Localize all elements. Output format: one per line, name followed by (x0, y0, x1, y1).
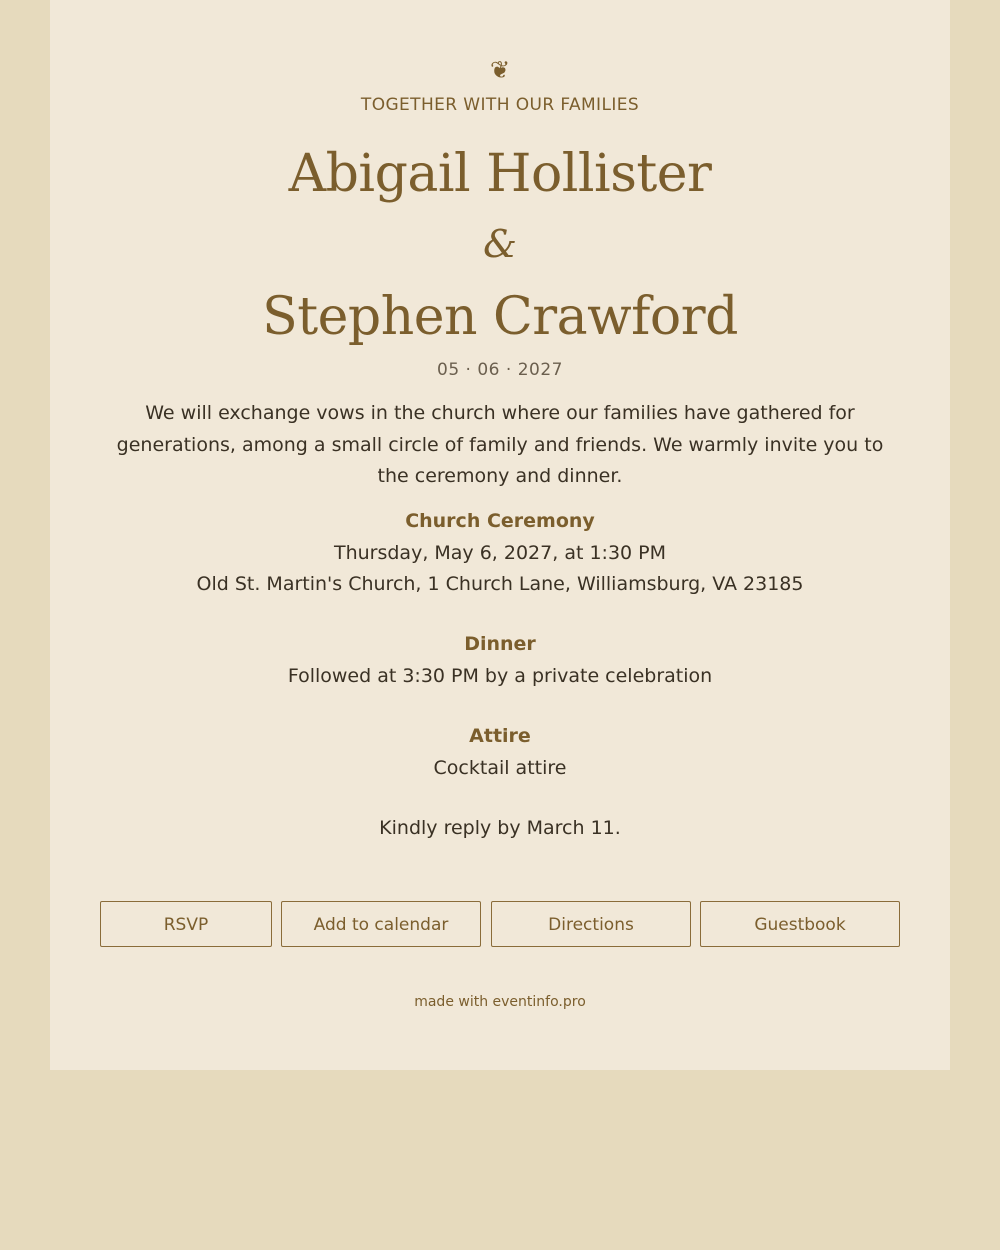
ceremony-title: Church Ceremony (405, 510, 595, 532)
dinner-detail: Followed at 3:30 PM by a private celebration (287, 665, 713, 687)
reply-deadline: Kindly reply by March 11. (379, 817, 621, 839)
footer-credit-link[interactable]: made with eventinfo.pro (414, 994, 586, 1010)
add-to-calendar-button[interactable]: Add to calendar (281, 901, 481, 947)
guestbook-button[interactable]: Guestbook (700, 901, 900, 947)
directions-button[interactable]: Directions (491, 901, 691, 947)
attire-detail: Cocktail attire (433, 757, 567, 779)
eyebrow-text: TOGETHER WITH OUR FAMILIES (360, 95, 640, 115)
attire-title: Attire (469, 725, 531, 747)
ceremony-location: Old St. Martin's Church, 1 Church Lane, Williamsburg, VA 23185 (196, 573, 804, 595)
ceremony-time: Thursday, May 6, 2027, at 1:30 PM (333, 542, 667, 564)
groom-name: Stephen Crawford (262, 287, 738, 347)
invitation-card (50, 0, 950, 1070)
invitation-message: We will exchange vows in the church where our families have gathered for generations, among a small circle of family and friends. We warmly invite you to the ceremony and dinner. (116, 402, 884, 487)
ampersand: & (483, 222, 517, 266)
wedding-date: 05 · 06 · 2027 (437, 360, 563, 380)
fleuron-ornament-icon: ❦ (489, 56, 511, 84)
dinner-title: Dinner (464, 633, 536, 655)
rsvp-button[interactable]: RSVP (100, 901, 272, 947)
bride-name: Abigail Hollister (288, 144, 712, 204)
